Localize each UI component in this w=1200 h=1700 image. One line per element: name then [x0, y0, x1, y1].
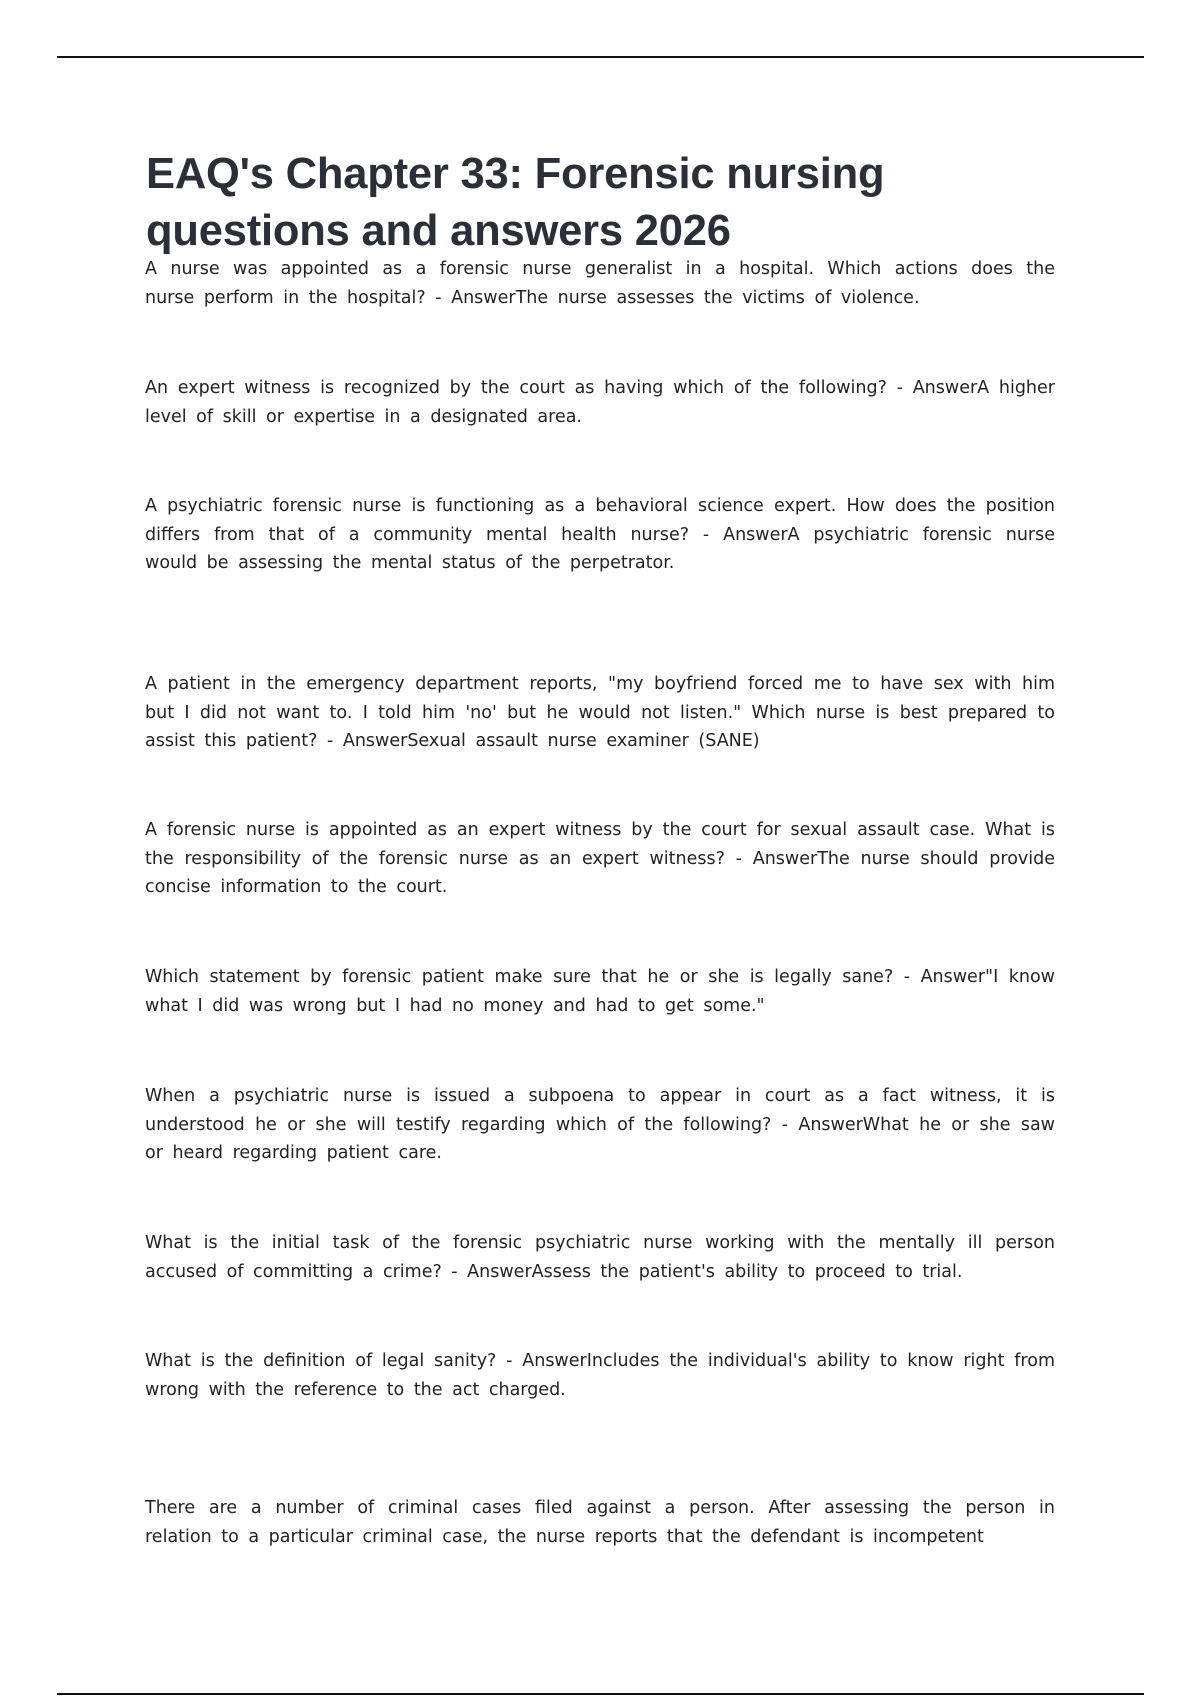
- qa-entry-8: What is the initial task of the forensic psychiatric nurse working with the mentally ill person accused of committing a crime? - AnswerAssess the patient's ability to proceed to trial.: [145, 1233, 1055, 1282]
- qa-entry-9: What is the definition of legal sanity? - AnswerIncludes the individual's ability to know right from wrong with the reference to the act charged.: [145, 1351, 1055, 1400]
- qa-entry-10: There are a number of criminal cases filed against a person. After assessing the person in relation to a particular criminal case, the nurse reports that the defendant is incompetent: [145, 1498, 1055, 1547]
- qa-entry-5: A forensic nurse is appointed as an expert witness by the court for sexual assault case. What is the responsibility of the forensic nurse as an expert witness? - AnswerThe nurse should provide concise information to the court.: [145, 820, 1055, 897]
- qa-entry-1: A nurse was appointed as a forensic nurse generalist in a hospital. Which actions does the nurse perform in the hospital? - AnswerThe nurse assesses the victims of violence.: [145, 259, 1055, 308]
- qa-entry-6: Which statement by forensic patient make sure that he or she is legally sane? - Answer"I know what I did was wrong but I had no money and had to get some.": [145, 967, 1055, 1016]
- document-title: EAQ's Chapter 33: Forensic nursing questions and answers 2026: [146, 150, 885, 255]
- qa-entry-2: An expert witness is recognized by the court as having which of the following? - AnswerA higher level of skill or expertise in a designated area.: [145, 378, 1055, 427]
- qa-entry-7: When a psychiatric nurse is issued a subpoena to appear in court as a fact witness, it is understood he or she will testify regarding which of the following? - AnswerWhat he or she saw or heard regarding patient care.: [145, 1086, 1055, 1163]
- qa-entry-4: A patient in the emergency department reports, "my boyfriend forced me to have sex with him but I did not want to. I told him 'no' but he would not listen." Which nurse is best prepared to assist this patient? - AnswerSexual assault nurse examiner (SANE): [145, 674, 1055, 751]
- qa-entry-3: A psychiatric forensic nurse is functioning as a behavioral science expert. How does the position differs from that of a community mental health nurse? - AnswerA psychiatric forensic nurse would be assessing the mental status of the perpetrator.: [145, 496, 1055, 573]
- top-rule: [57, 56, 1144, 58]
- bottom-rule: [57, 1693, 1144, 1695]
